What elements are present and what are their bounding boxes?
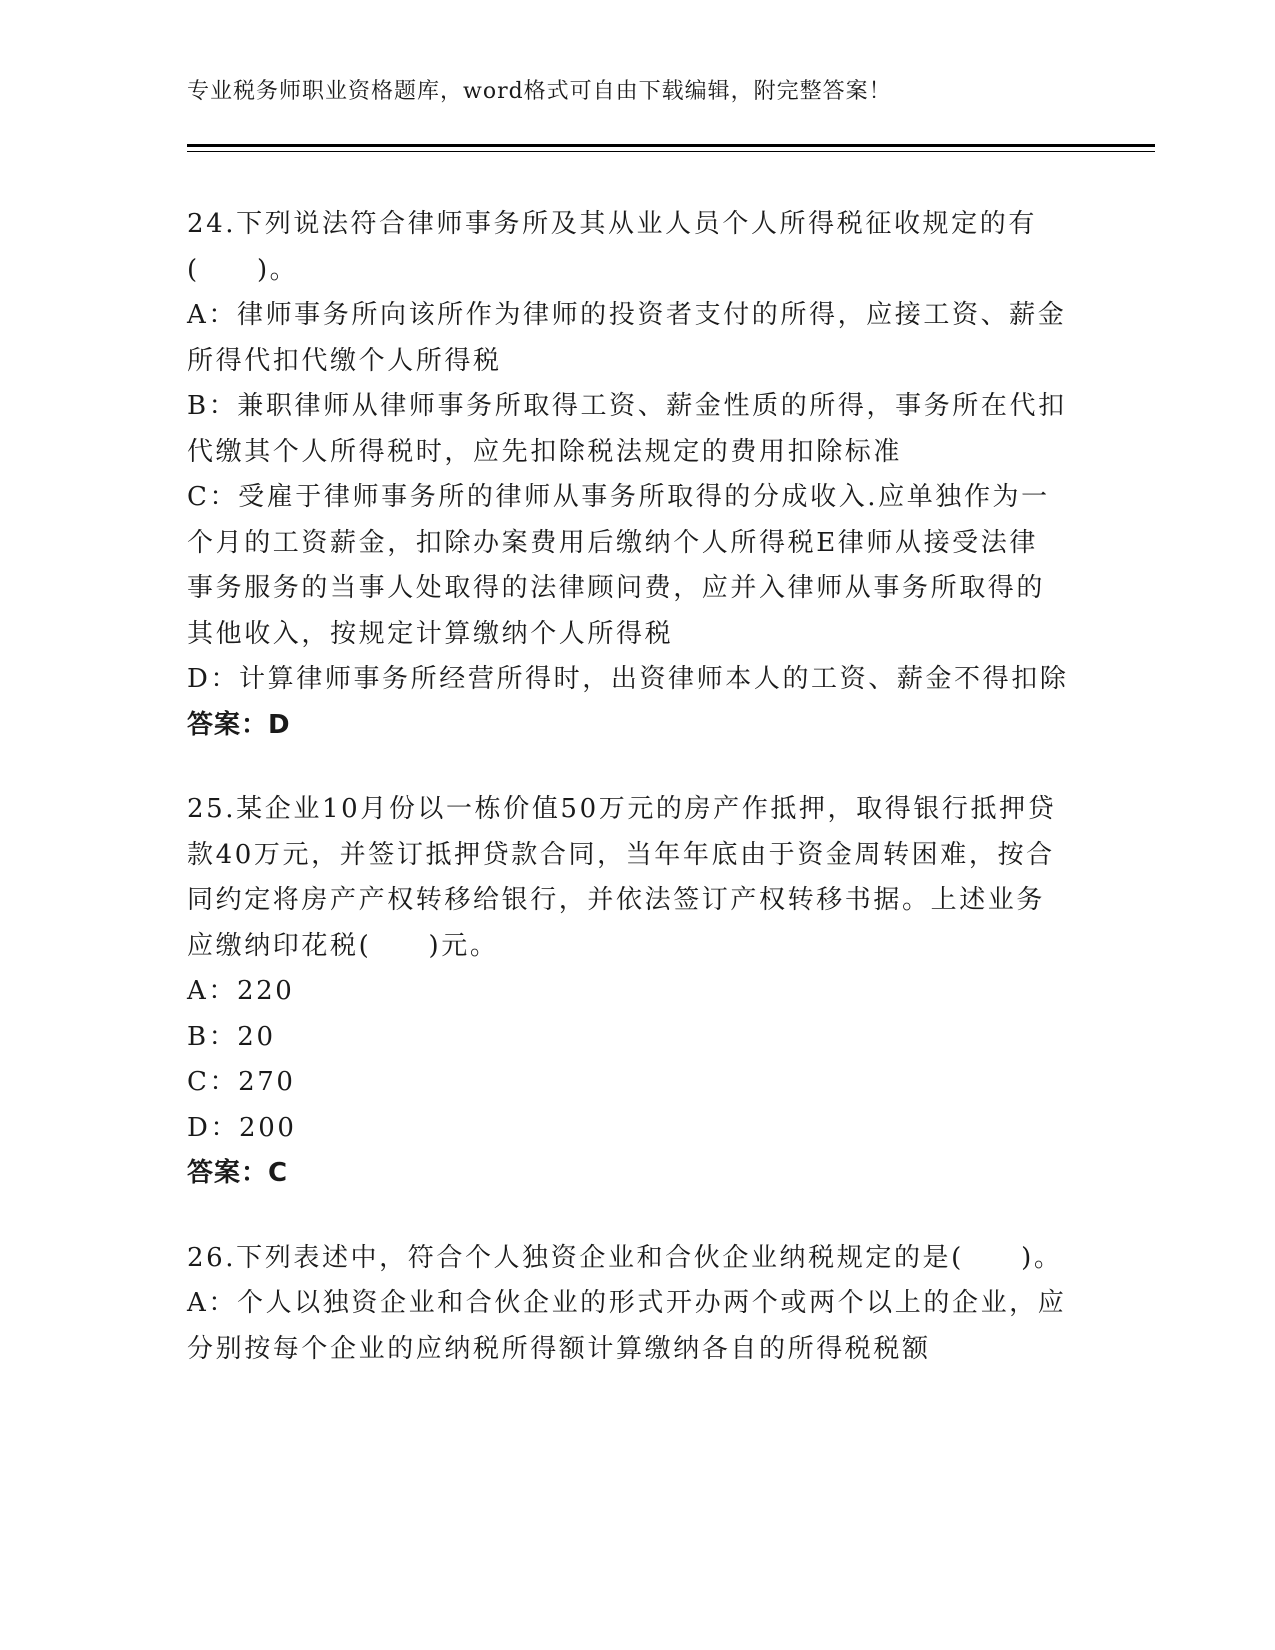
- question-stem: 款40万元，并签订抵押贷款合同，当年年底由于资金周转困难，按合: [187, 839, 1055, 870]
- option-c: C：受雇于律师事务所的律师从事务所取得的分成收入.应单独作为一: [187, 482, 1050, 512]
- option-c: C：270: [187, 1067, 296, 1097]
- option-d: D：200: [187, 1112, 297, 1143]
- question-stem: 同约定将房产产权转移给银行，并依法签订产权转移书据。上述业务: [187, 885, 1046, 915]
- option-b: 代缴其个人所得税时，应先扣除税法规定的费用扣除标准: [187, 436, 903, 467]
- question-25: [187, 787, 1077, 1197]
- option-a: 所得代扣代缴个人所得税: [187, 345, 502, 376]
- question-stem: 26.下列表述中，符合个人独资企业和合伙企业纳税规定的是( )。: [187, 1242, 1063, 1273]
- question-stem: 应缴纳印花税( )元。: [187, 930, 499, 961]
- header-rule-thick: [187, 144, 1155, 147]
- answer-label: 答案：C: [187, 1158, 289, 1188]
- option-d: D：计算律师事务所经营所得时，出资律师本人的工资、薪金不得扣除: [187, 664, 1069, 694]
- option-a: 分别按每个企业的应纳税所得额计算缴纳各自的所得税税额: [187, 1333, 931, 1364]
- option-a: A：个人以独资企业和合伙企业的形式开办两个或两个以上的企业，应: [187, 1288, 1067, 1318]
- page-header: 专业税务师职业资格题库，word格式可自由下载编辑，附完整答案！: [187, 79, 892, 104]
- answer-label: 答案：D: [187, 709, 291, 740]
- option-c: 事务服务的当事人处取得的法律顾问费，应并入律师从事务所取得的: [187, 573, 1046, 603]
- option-a: A：律师事务所向该所作为律师的投资者支付的所得，应接工资、薪金: [187, 300, 1067, 330]
- question-stem: ( )。: [187, 254, 299, 285]
- question-24: [187, 202, 1077, 748]
- option-a: A：220: [187, 976, 295, 1006]
- question-stem: 24.下列说法符合律师事务所及其从业人员个人所得税征收规定的有: [187, 209, 1037, 239]
- header-rule-thin: [187, 151, 1155, 152]
- question-stem: 25.某企业10月份以一栋价值50万元的房产作抵押，取得银行抵押贷: [187, 794, 1057, 824]
- question-list: [187, 202, 1077, 1411]
- option-b: B：20: [187, 1021, 276, 1052]
- question-26: [187, 1236, 1077, 1373]
- option-b: B：兼职律师从律师事务所取得工资、薪金性质的所得，事务所在代扣: [187, 391, 1067, 421]
- option-c: 个月的工资薪金，扣除办案费用后缴纳个人所得税E律师从接受法律: [187, 527, 1038, 558]
- option-c: 其他收入，按规定计算缴纳个人所得税: [187, 618, 674, 649]
